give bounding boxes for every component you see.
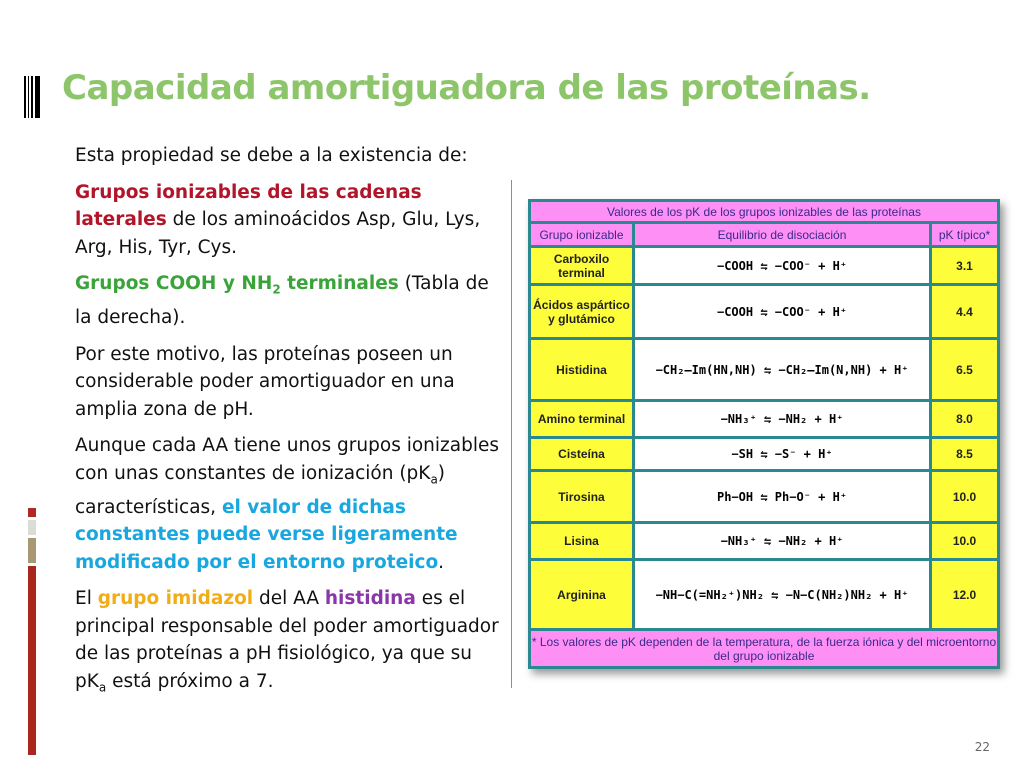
- pk-table: [528, 199, 1000, 669]
- table-row: [530, 285, 999, 339]
- pk-cell: 3.1: [931, 247, 999, 285]
- title-decoration: [24, 76, 40, 118]
- table-row: [530, 523, 999, 560]
- eq-cell: −CH₂–Im(HN,NH) ⇋ −CH₂–Im(N,NH) + H⁺: [634, 339, 931, 401]
- table-footnote: * Los valores de pK dependen de la temperatura, de la fuerza iónica y del microentorno del grupo ionizable: [530, 630, 999, 668]
- side-bar-segment: [28, 520, 36, 535]
- header-cell: Equilibrio de disociación: [634, 223, 931, 247]
- eq-cell: −SH ⇋ −S⁻ + H⁺: [634, 438, 931, 471]
- table-row: [530, 247, 999, 285]
- table-row: [530, 401, 999, 438]
- pk-cell: 8.5: [931, 438, 999, 471]
- side-bar-segment: [28, 538, 36, 563]
- side-bar-segment: [28, 508, 36, 517]
- paragraph: El grupo imidazol del AA histidina es el principal responsable del poder amortiguador de las proteínas a pH fisiológico, ya que su $pK_a$ está próximo a 7.: [75, 588, 499, 695]
- slide-title: Capacidad amortiguadora de las proteínas.: [62, 68, 871, 108]
- pk-cell: 10.0: [931, 471, 999, 523]
- eq-cell: −COOH ⇋ −COO⁻ + H⁺: [634, 285, 931, 339]
- header-cell: Grupo ionizable: [530, 223, 634, 247]
- group-cell: Cisteína: [530, 438, 634, 471]
- paragraph: Grupos ionizables de las cadenas laterales de los aminoácidos Asp, Glu, Lys, Arg, His, Tyr, Cys.: [75, 181, 481, 258]
- group-cell: Tirosina: [530, 471, 634, 523]
- group-cell: Lisina: [530, 523, 634, 560]
- eq-cell: Ph−OH ⇋ Ph−O⁻ + H⁺: [634, 471, 931, 523]
- paragraph: Esta propiedad se debe a la existencia de:: [75, 145, 468, 166]
- pk-cell: 12.0: [931, 560, 999, 630]
- table-caption: Valores de los pK de los grupos ionizables de las proteínas: [530, 201, 999, 223]
- divider: [511, 180, 512, 688]
- group-cell: Ácidos aspártico y glutámico: [530, 285, 634, 339]
- paragraph: Grupos COOH y $NH_2$ terminales (Tabla de la derecha).: [75, 273, 489, 329]
- group-cell: Amino terminal: [530, 401, 634, 438]
- eq-cell: −NH−C(=NH₂⁺)NH₂ ⇋ −N−C(NH₂)NH₂ + H⁺: [634, 560, 931, 630]
- paragraph: Por este motivo, las proteínas poseen un considerable poder amortiguador en una amplia zona de pH.: [75, 343, 455, 420]
- page-number: 22: [974, 740, 990, 754]
- pk-cell: 8.0: [931, 401, 999, 438]
- pk-cell: 10.0: [931, 523, 999, 560]
- table-row: [530, 560, 999, 630]
- eq-cell: −NH₃⁺ ⇋ −NH₂ + H⁺: [634, 523, 931, 560]
- group-cell: Carboxilo terminal: [530, 247, 634, 285]
- table-row: [530, 471, 999, 523]
- group-cell: Arginina: [530, 560, 634, 630]
- pk-cell: 4.4: [931, 285, 999, 339]
- slide-body: [75, 142, 500, 711]
- table-row: [530, 339, 999, 401]
- header-cell: pK típico*: [931, 223, 999, 247]
- pk-cell: 6.5: [931, 339, 999, 401]
- table-row: [530, 438, 999, 471]
- eq-cell: −NH₃⁺ ⇋ −NH₂ + H⁺: [634, 401, 931, 438]
- side-bar-segment: [28, 566, 36, 755]
- group-cell: Histidina: [530, 339, 634, 401]
- eq-cell: −COOH ⇋ −COO⁻ + H⁺: [634, 247, 931, 285]
- paragraph: Aunque cada AA tiene unos grupos ionizables con unas constantes de ionización $(pK_a)$ características, el valor de dichas constantes puede verse ligeramente modificado por el entorno proteico.: [75, 435, 499, 573]
